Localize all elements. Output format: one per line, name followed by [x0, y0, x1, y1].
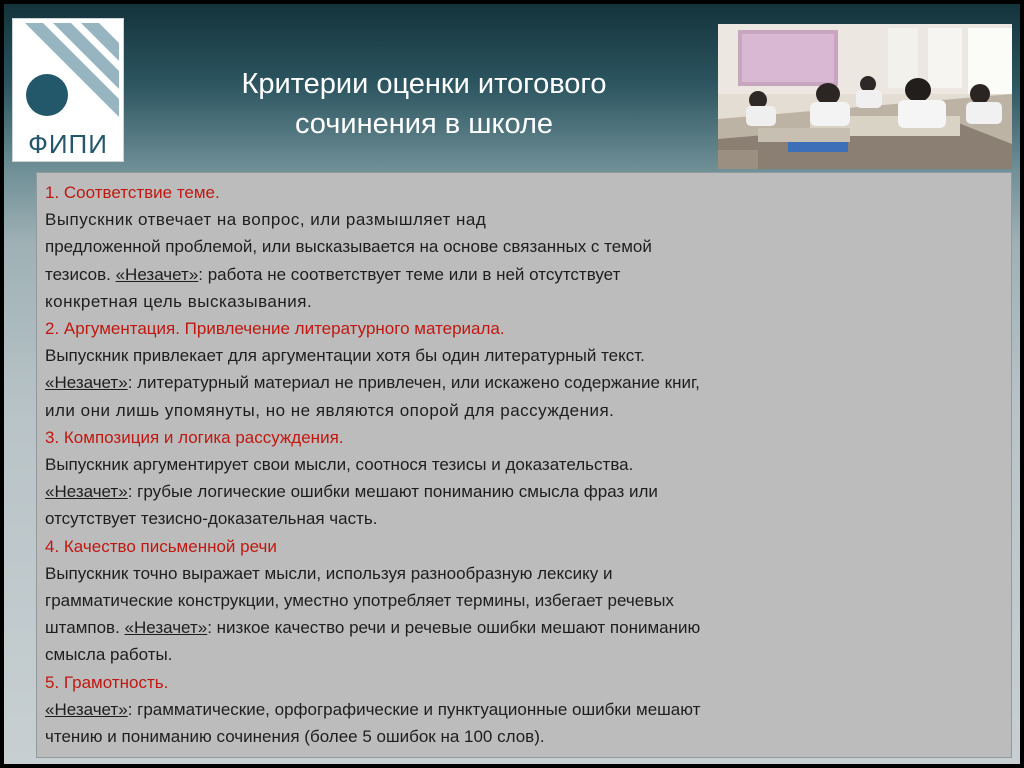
criterion-4-fail-label: «Незачет»	[124, 618, 208, 638]
criterion-4-heading: 4. Качество письменной речи	[45, 536, 277, 556]
criterion-3-fail-label: «Незачет»	[45, 482, 128, 502]
criterion-3-heading: 3. Композиция и логика рассуждения.	[45, 427, 344, 447]
criterion-5-fail-label: «Незачет»	[45, 699, 128, 719]
criterion-5-line-1-end: : грамматические, орфографические и пунктуационные ошибки мешают	[127, 699, 701, 719]
criterion-1-line-4: конкретная цель высказывания.	[45, 291, 313, 311]
criterion-1-fail-label: «Незачет»	[115, 264, 199, 284]
criterion-4-line-4: смысла работы.	[45, 645, 173, 665]
fipi-logo	[12, 18, 124, 162]
title-line-2: сочинения в школе	[294, 108, 554, 140]
title-line-1: Критерии оценки итогового	[241, 68, 607, 100]
classroom-photo	[718, 24, 1012, 169]
criterion-5-line-2: чтению и пониманию сочинения (более 5 ошибок на 100 слов).	[45, 727, 545, 747]
criterion-4-line-3-start: штампов.	[45, 618, 125, 638]
criterion-5-line-1	[45, 696, 1000, 723]
criterion-1-line-3-end: : работа не соответствует теме или в ней отсутствует	[198, 264, 621, 284]
criterion-3-line-3: отсутствует тезисно-доказательная часть.	[45, 509, 378, 529]
criteria-panel	[36, 172, 1012, 758]
slide	[4, 4, 1020, 764]
criteria-text	[45, 179, 1000, 750]
criterion-1-line-3-start: тезисов.	[45, 264, 116, 284]
criterion-1-line-3	[45, 261, 1000, 288]
criterion-4-line-2: грамматические конструкции, уместно употребляет термины, избегает речевых	[45, 591, 674, 611]
criterion-3-line-1: Выпускник аргументирует свои мысли, соотнося тезисы и доказательства.	[45, 455, 634, 475]
fipi-logo-mark	[13, 19, 123, 127]
criterion-3-line-2	[45, 478, 1000, 505]
criterion-5-heading: 5. Грамотность.	[45, 672, 169, 692]
criterion-4-line-1: Выпускник точно выражает мысли, используя разнообразную лексику и	[45, 563, 613, 583]
criterion-2-heading: 2. Аргументация. Привлечение литературного материала.	[45, 319, 505, 339]
logo-text: ФИПИ	[28, 129, 108, 159]
slide-title	[164, 64, 684, 144]
criterion-3-line-2-end: : грубые логические ошибки мешают пониманию смысла фраз или	[127, 482, 658, 502]
criterion-1-line-1: Выпускник отвечает на вопрос, или размышляет над	[45, 210, 487, 230]
criterion-1-heading: 1. Соответствие теме.	[45, 183, 220, 202]
criterion-2-line-2-end: : литературный материал не привлечен, или искажено содержание книг,	[127, 373, 700, 393]
criterion-2-line-2	[45, 369, 1000, 396]
criterion-2-line-3: или они лишь упомянуты, но не являются опорой для рассуждения.	[45, 400, 615, 420]
classroom-image	[718, 24, 1012, 169]
criterion-2-fail-label: «Незачет»	[45, 373, 128, 393]
criterion-2-line-1: Выпускник привлекает для аргументации хотя бы один литературный текст.	[45, 346, 645, 366]
criterion-4-line-3-end: : низкое качество речи и речевые ошибки мешают пониманию	[207, 618, 701, 638]
criterion-4-line-3	[45, 614, 1000, 641]
criterion-1-line-2: предложенной проблемой, или высказывается на основе связанных с темой	[45, 237, 652, 257]
